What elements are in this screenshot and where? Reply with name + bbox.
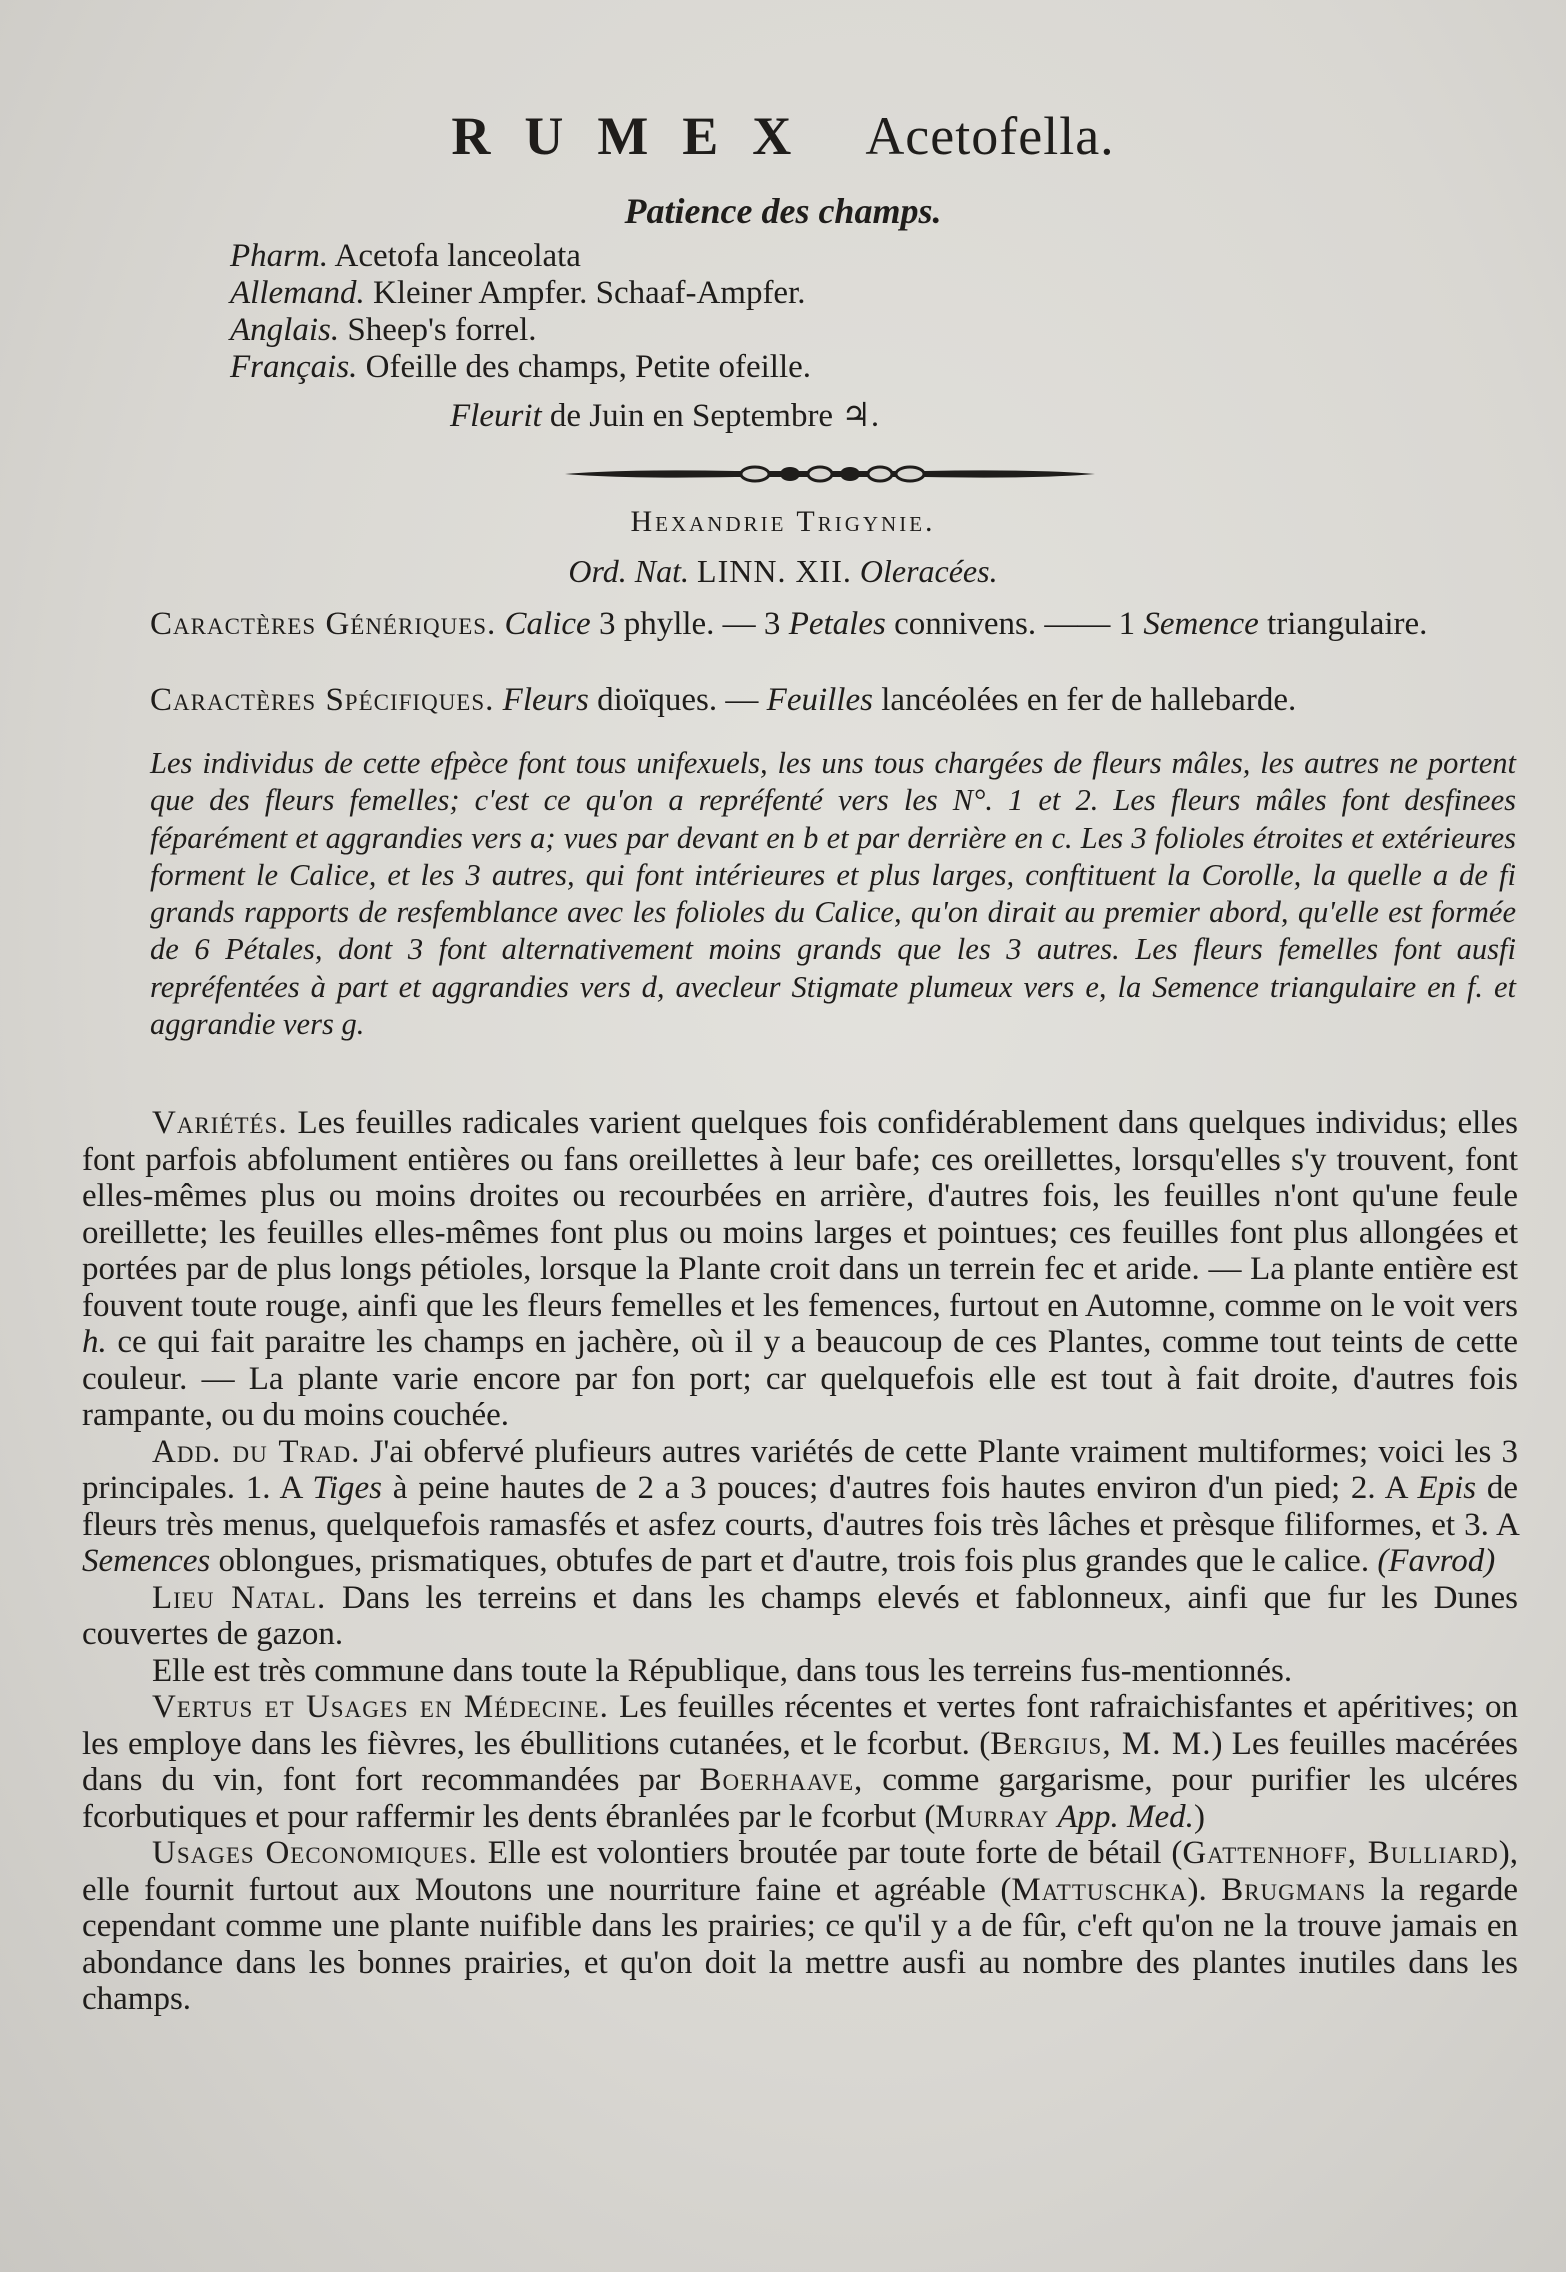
synonym-item: Allemand. Kleiner Ampfer. Schaaf-Ampfer.	[230, 275, 806, 311]
specific-characters: Caractères Spécifiques. Fleurs dioïques. — Feuilles lancéolées en fer de hallebarde.	[150, 682, 1297, 718]
synonym-item: Français. Ofeille des champs, Petite ofeille.	[230, 349, 812, 385]
synonym-item: Anglais. Sheep's forrel.	[230, 312, 537, 348]
generic-characters: Caractères Génériques. Calice 3 phylle. — 3 Petales connivens. —— 1 Semence triangulaire.	[150, 606, 1428, 642]
species-name: Acetofella.	[865, 106, 1115, 166]
economic-uses-paragraph: Usages Oeconomiques. Elle est volontiers broutée par toute forte de bétail (Gattenhoff, Bulliard), elle fournit furtout aux Moutons une nourriture faine et agréable (Mattuschka). Brugmans la regarde cependant comme une plante nuifible dans les prairies; ce qu'il y a de fûr, c'eft qu'on ne la trouve jamais en abondance dans les bonnes prairies, et qu'on doit la mettre ausfi au nombre des plantes inutiles dans les champs.	[82, 1835, 1518, 2017]
classification-order: Hexandrie Trigynie.	[630, 505, 936, 538]
flowering-period: Fleurit de Juin en Septembre ♃.	[450, 398, 880, 434]
species-description	[150, 745, 1516, 1043]
synonym-item: Pharm. Acetofa lanceolata	[230, 238, 581, 274]
page-title	[0, 105, 1566, 167]
common-name: Patience des champs.	[624, 191, 942, 231]
natural-order: Ord. Nat. LINN. XII. Oleracées.	[568, 553, 998, 589]
genus-name: RUMEX	[451, 106, 826, 166]
description-text: Les individus de cette efpèce font tous unifexuels, les uns tous chargées de fleurs mâles, les autres ne portent que des fleurs femelles; c'est ce qu'on a repréfenté vers les N°. 1 et 2. Les fleurs mâles font desfinees féparément et aggrandies vers a; vues par devant en b et par derrière en c. Les 3 folioles étroites et extérieures forment le Calice, et les 3 autres, qui font intérieures et plus larges, conftituent la Corolle, la quelle a de fi grands rapports de resfemblance avec les folioles du Calice, qu'on dirait au premier abord, qu'elle est formée de 6 Pétales, dont 3 font alternativement moins grands que les 3 autres. Les fleurs femelles font ausfi repréfentées à part et aggrandies vers d, avecleur Stigmate plumeux vers e, la Semence triangulaire en f. et aggrandie vers g.	[150, 746, 1516, 1042]
main-text	[82, 1105, 1518, 2018]
habitat-paragraph: Lieu Natal. Dans les terreins et dans les champs elevés et fablonneux, ainfi que fur les Dunes couvertes de gazon.	[82, 1579, 1518, 1652]
medical-uses-paragraph: Vertus et Usages en Médecine. Les feuilles récentes et vertes font rafraichisfantes et apéritives; on les employe dans les fièvres, les ébullitions cutanées, et le fcorbut. (Bergius, M. M.) Les feuilles macérées dans du vin, font fort recommandées par Boerhaave, comme gargarisme, pour purifier les ulcéres fcorbutiques et pour raffermir les dents ébranlées par le fcorbut (Murray App. Med.)	[82, 1689, 1518, 1835]
translator-note-paragraph: Add. du Trad. J'ai obfervé plufieurs autres variétés de cette Plante vraiment multiformes; voici les 3 principales. 1. A Tiges à peine hautes de 2 a 3 pouces; d'autres fois hautes environ d'un pied; 2. A Epis de fleurs très menus, quelquefois ramasfés et asfez courts, d'autres fois très lâches et prèsque filiformes, et 3. A Semences oblongues, prismatiques, obtufes de part et d'autre, trois fois plus grandes que le calice. (Favrod)	[82, 1433, 1519, 1579]
divider-ornament	[565, 454, 1095, 494]
synonym-list	[230, 238, 811, 386]
distribution-paragraph: Elle est très commune dans toute la République, dans tous les terreins fus-mentionnés.	[152, 1652, 1293, 1689]
varieties-paragraph: Variétés. Les feuilles radicales varient quelques fois confidérablement dans quelques individus; elles font parfois abfolument entières ou fans oreillettes à leur bafe; ces oreillettes, lorsqu'elles s'y trouvent, font elles-mêmes plus ou moins droites ou recourbées en arrière, d'autres fois, les feuilles n'ont qu'une feule oreillette; les feuilles elles-mêmes font plus ou moins larges et pointues; ces feuilles font plus allongées et portées par de plus longs pétioles, lorsque la Plante croit dans un terrein fec et aride. — La plante entière est fouvent toute rouge, ainfi que les fleurs femelles et les femences, furtout en Automne, comme on le voit vers h. ce qui fait paraitre les champs en jachère, où il y a beaucoup de ces Plantes, comme tout teints de cette couleur. — La plante varie encore par fon port; car quelquefois elle est tout à fait droite, d'autres fois rampante, ou du moins couchée.	[82, 1105, 1518, 1433]
